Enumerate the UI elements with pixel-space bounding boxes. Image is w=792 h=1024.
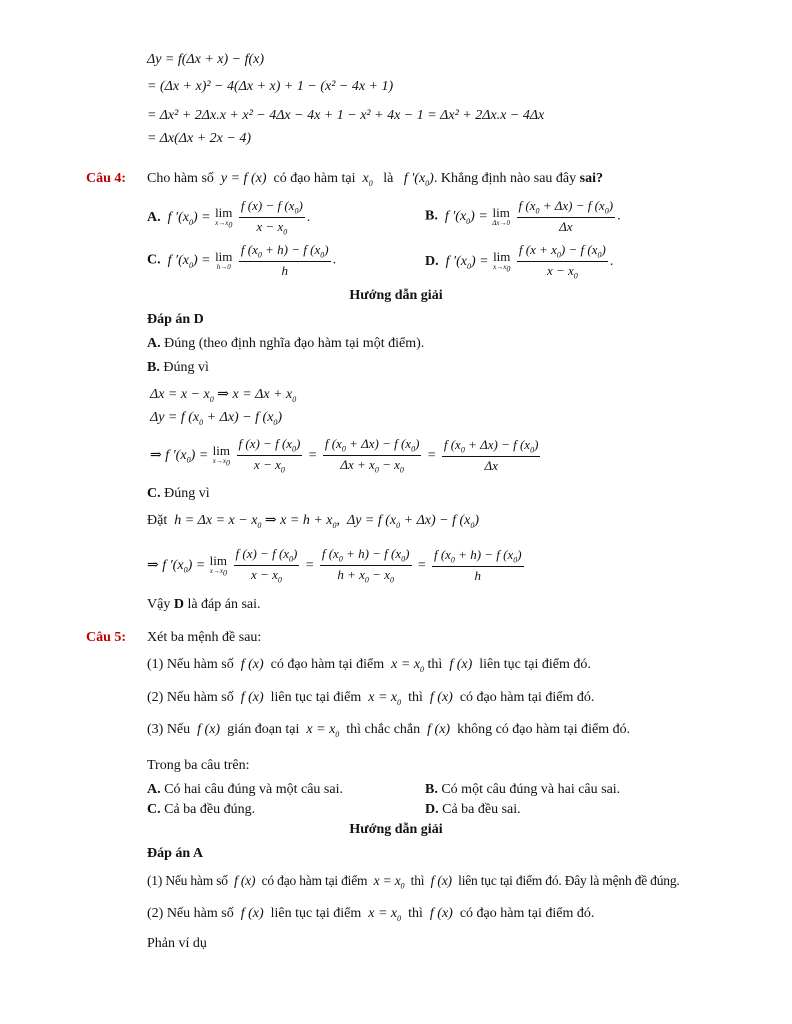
q5-guide-heading: Hướng dẫn giải [349, 822, 443, 837]
q4-explain-c: C. Đúng vì [147, 486, 210, 501]
q4-c-eq-2: ⇒ f $'(x_0)$ = lim $x\to x_0$ $\frac{f (x) - f (x_0)}{x - x_0}$ = $\frac{f (x_0 + h) - f (x_0)}{h + x_0 - x_0}$ = $\frac{f (x_0 + h) - f (x_0)}{h}$ [147, 546, 522, 585]
q5-option-b: B. Có một câu đúng và hai câu sai. [425, 782, 621, 797]
q4-explain-b: B. Đúng vì [147, 360, 209, 375]
q4-option-d: D. f $'(x_0)$ = lim $x\to x_0$ $\frac{f (x + x_0) - f (x_0)}{x - x_0}$ . [425, 242, 614, 281]
q4-c-eq-1: Đặt $h = \Delta x = x - x_0$ ⇒ $x = h + x_0$, Δy = f $(x_0 + \Delta x) - f$ $(x_0)$ [147, 513, 480, 530]
q5-guide-1: (1) Nếu hàm số f (x) có đạo hàm tại điểm $x = x_0$ thì f (x) liên tục tại điểm đó. Đây là mệnh đề đúng. [147, 873, 680, 891]
q5-statement-2: (2) Nếu hàm số f (x) liên tục tại điểm $x = x_0$ thì f (x) có đạo hàm tại điểm đó. [147, 690, 595, 707]
q4-guide-heading: Hướng dẫn giải [349, 288, 443, 303]
q5-guide-2: (2) Nếu hàm số f (x) liên tục tại điểm $x = x_0$ thì f (x) có đạo hàm tại điểm đó. [147, 906, 595, 923]
q4-b-eq-3: ⇒ f $'(x_0)$ = lim $x\to x_0$ $\frac{f (x) - f (x_0)}{x - x_0}$ = $\frac{f (x_0 + \Delta x) - f (x_0)}{\Delta x + x_0 - x_0}$ = $\frac{f (x_0 + \Delta x) - f (x_0)}{\Delta x}$ [150, 436, 539, 475]
q4-answer: Đáp án D [147, 312, 204, 327]
q4-option-b: B. f $'(x_0)$ = lim Δx→0 $\frac{f (x_0 + \Delta x) - f (x_0)}{\Delta x}$ . [425, 198, 621, 235]
q5-option-a: A. Có hai câu đúng và một câu sai. [147, 782, 343, 797]
q4-option-a: A. f $'(x_0)$ = lim $x\to x_0$ $\frac{f (x) - f (x_0)}{x - x_0}$ . [147, 198, 311, 237]
q5-counterexample: Phản ví dụ [147, 936, 207, 951]
q5-statement-3: (3) Nếu f (x) gián đoạn tại $x = x_0$ thì chắc chắn f (x) không có đạo hàm tại điểm đó. [147, 722, 631, 739]
q5-statement-1: (1) Nếu hàm số f (x) có đạo hàm tại điểm $x = x_0$ thì f (x) liên tục tại điểm đó. [147, 657, 591, 674]
q5-answer: Đáp án A [147, 846, 204, 861]
q4-explain-a: A. Đúng (theo định nghĩa đạo hàm tại một điểm). [147, 336, 425, 351]
derivation-line-1: Δy = f(Δx + x) − f(x) [147, 52, 265, 67]
question-5-stem: Xét ba mệnh đề sau: [147, 630, 262, 645]
q4-option-c: C. f $'(x_0)$ = lim h→0 $\frac{f (x_0 + h) - f (x_0)}{h}$ . [147, 242, 337, 279]
q5-among: Trong ba câu trên: [147, 758, 250, 773]
q4-b-eq-2: Δy = f $(x_0 + \Delta x) - f$ $(x_0)$ [150, 410, 283, 427]
derivation-line-3: = Δx² + 2Δx.x + x² − 4Δx − 4x + 1 − x² + 4x − 1 = Δx² + 2Δx.x − 4Δx [147, 108, 545, 123]
derivation-line-2: = (Δx + x)² − 4(Δx + x) + 1 − (x² − 4x + 1) [147, 79, 394, 94]
q5-option-d: D. Cả ba đều sai. [425, 802, 521, 817]
question-4-label: Câu 4: [86, 171, 127, 186]
q5-option-c: C. Cả ba đều đúng. [147, 802, 256, 817]
q4-b-eq-1: $\Delta x = x - x_0$ ⇒ $x = \Delta x + x_0$ [150, 387, 297, 404]
derivation-line-4: = Δx(Δx + 2x − 4) [147, 131, 251, 146]
question-5-label: Câu 5: [86, 630, 127, 645]
question-4-stem: Cho hàm số y = f (x) có đạo hàm tại $x_0$ là f $'(x_0)$. Khẳng định nào sau đây sai? [147, 171, 603, 188]
q4-conclusion: Vậy D là đáp án sai. [147, 597, 261, 612]
